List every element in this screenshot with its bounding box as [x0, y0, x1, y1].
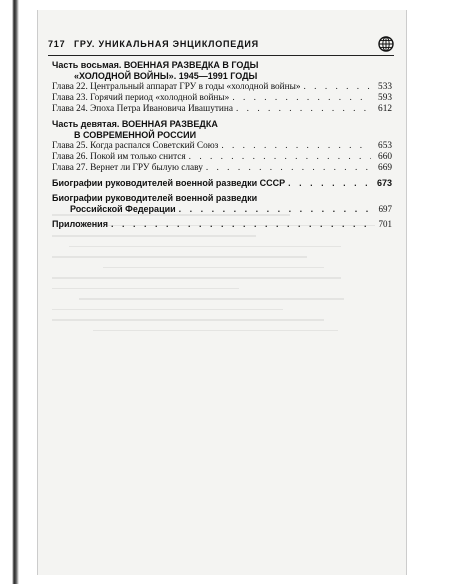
chapter-title: Глава 22. Центральный аппарат ГРУ в годы «холодной войны» [52, 82, 301, 92]
running-header [48, 36, 394, 52]
part-9-heading [52, 119, 392, 141]
section-page: 673 [376, 178, 392, 188]
page-number: 717 [48, 39, 66, 49]
book-title: ГРУ. УНИКАЛЬНАЯ ЭНЦИКЛОПЕДИЯ [74, 39, 259, 49]
chapter-page: 653 [378, 141, 392, 151]
chapter-title: Глава 26. Покой им только снится [52, 152, 186, 162]
leader-dots [304, 82, 371, 93]
part-8-title-line1: Часть восьмая. ВОЕННАЯ РАЗВЕДКА В ГОДЫ [52, 60, 259, 70]
chapter-page: 533 [378, 82, 392, 92]
section-title-line1: Биографии руководителей военной разведки [52, 193, 258, 203]
header-rule [48, 55, 394, 56]
part-8-title-line2: «ХОЛОДНОЙ ВОЙНЫ». 1945—1991 ГОДЫ [74, 71, 258, 81]
chapter-page: 660 [378, 152, 392, 162]
part-8-heading [52, 60, 392, 82]
section-title-line2: Российской Федерации [70, 204, 176, 214]
chapter-page: 593 [378, 93, 392, 103]
section-title: Биографии руководителей военной разведки СССР [52, 178, 286, 188]
toc-entry-chapter-22 [52, 82, 392, 93]
scan-edge [0, 0, 22, 584]
leader-dots [189, 152, 371, 163]
chapter-title: Глава 23. Горячий период «холодной войны» [52, 93, 230, 103]
section-page: 701 [378, 219, 392, 229]
toc-entry-chapter-23 [52, 93, 392, 104]
show-through-bleed [52, 205, 392, 505]
chapter-title: Глава 24. Эпоха Петра Ивановича Ивашутина [52, 104, 234, 114]
leader-dots [236, 104, 371, 115]
leader-dots [232, 93, 371, 104]
leader-dots [221, 141, 371, 152]
toc-entry-chapter-27 [52, 163, 392, 174]
part-9-title-line2: В СОВРЕМЕННОЙ РОССИИ [74, 130, 197, 140]
part-9-title-line1: Часть девятая. ВОЕННАЯ РАЗВЕДКА [52, 119, 218, 129]
toc-entry-chapter-25 [52, 141, 392, 152]
toc-entry-chapter-24 [52, 104, 392, 115]
chapter-page: 669 [378, 163, 392, 173]
chapter-title: Глава 25. Когда распался Советский Союз [52, 141, 219, 151]
globe-icon [378, 36, 394, 52]
chapter-title: Глава 27. Вернет ли ГРУ былую славу [52, 163, 203, 173]
book-page [38, 10, 406, 575]
section-page: 697 [378, 204, 392, 214]
leader-dots [206, 163, 371, 174]
chapter-page: 612 [378, 104, 392, 114]
leader-dots [288, 178, 371, 189]
toc-entry-bios-ussr [52, 178, 392, 189]
section-title: Приложения [52, 219, 108, 229]
toc-entry-chapter-26 [52, 152, 392, 163]
